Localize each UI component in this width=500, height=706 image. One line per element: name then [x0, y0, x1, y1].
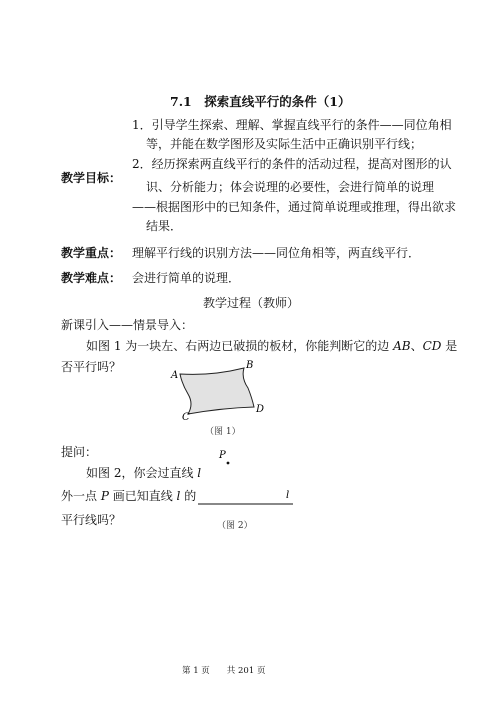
line-l-var: l: [197, 466, 202, 480]
board-shape: [180, 368, 254, 414]
question-1-line-1: [86, 339, 457, 353]
point-d-label: D: [256, 404, 265, 415]
objective-line-4: 识、分析能力；体会说理的必要性，会进行简单的说理: [146, 180, 435, 194]
key-point-text: 理解平行线的识别方法——同位角相等，两直线平行．: [132, 246, 421, 260]
question-2-text-a: 外一点: [61, 489, 101, 503]
objective-line-3: 2．经历探索两直线平行的条件的活动过程，提高对图形的认: [132, 157, 452, 171]
point-p-label: P: [219, 450, 226, 461]
segment-cd: CD: [422, 339, 442, 353]
objective-line-2: 等，并能在数学图形及实际生活中正确识别平行线；: [146, 137, 423, 151]
difficulty-label: 教学难点：: [61, 271, 122, 285]
ask-label: 提问：: [61, 445, 98, 459]
point-a-label: A: [171, 370, 179, 381]
figure-1-caption: （图 1）: [205, 427, 241, 437]
intro-heading: 新课引入——情景导入：: [61, 318, 194, 332]
question-2-prefix: 如图 2，你会过直线: [86, 466, 198, 480]
question-1-suffix: 是: [441, 339, 458, 353]
page-footer: 第 1 页 共 201 页: [182, 666, 266, 676]
objective-line-1: 1．引导学生探索、理解、掌握直线平行的条件——同位角相: [132, 118, 452, 132]
key-point-label: 教学重点：: [61, 246, 122, 260]
process-heading: 教学过程（教师）: [203, 296, 300, 310]
question-1-sep: 、: [410, 339, 423, 353]
figure-2-line-diagram: [195, 444, 305, 510]
point-c-label: C: [182, 412, 190, 422]
question-1-line-2: 否平行吗？: [61, 360, 122, 374]
question-2-line-2: [61, 489, 196, 503]
point-p-dot: [227, 462, 230, 465]
figure-2-caption: （图 2）: [217, 521, 253, 531]
question-2-line-1: [86, 466, 201, 480]
question-1-prefix: 如图 1 为一块左、右两边已破损的板材，你能判断它的边: [86, 339, 394, 353]
objective-line-5: ——根据图形中的已知条件，通过简单说理或推理，得出欲求: [132, 200, 457, 214]
line-l-label: l: [286, 490, 290, 501]
question-2-text-b: 画已知直线: [108, 489, 177, 503]
objectives-label: 教学目标：: [61, 171, 122, 185]
figure-1-board-diagram: [168, 356, 278, 422]
point-p-var: P: [100, 489, 109, 503]
question-2-text-c: 的: [180, 489, 197, 503]
segment-ab: AB: [393, 339, 411, 353]
objective-line-6: 结果．: [146, 219, 183, 233]
point-b-label: B: [246, 360, 254, 371]
line-l-var-2: l: [176, 489, 181, 503]
page-title: 7.1 探索直线平行的条件（1）: [170, 94, 351, 109]
difficulty-text: 会进行简单的说理．: [132, 271, 241, 285]
question-2-line-3: 平行线吗？: [61, 513, 122, 527]
